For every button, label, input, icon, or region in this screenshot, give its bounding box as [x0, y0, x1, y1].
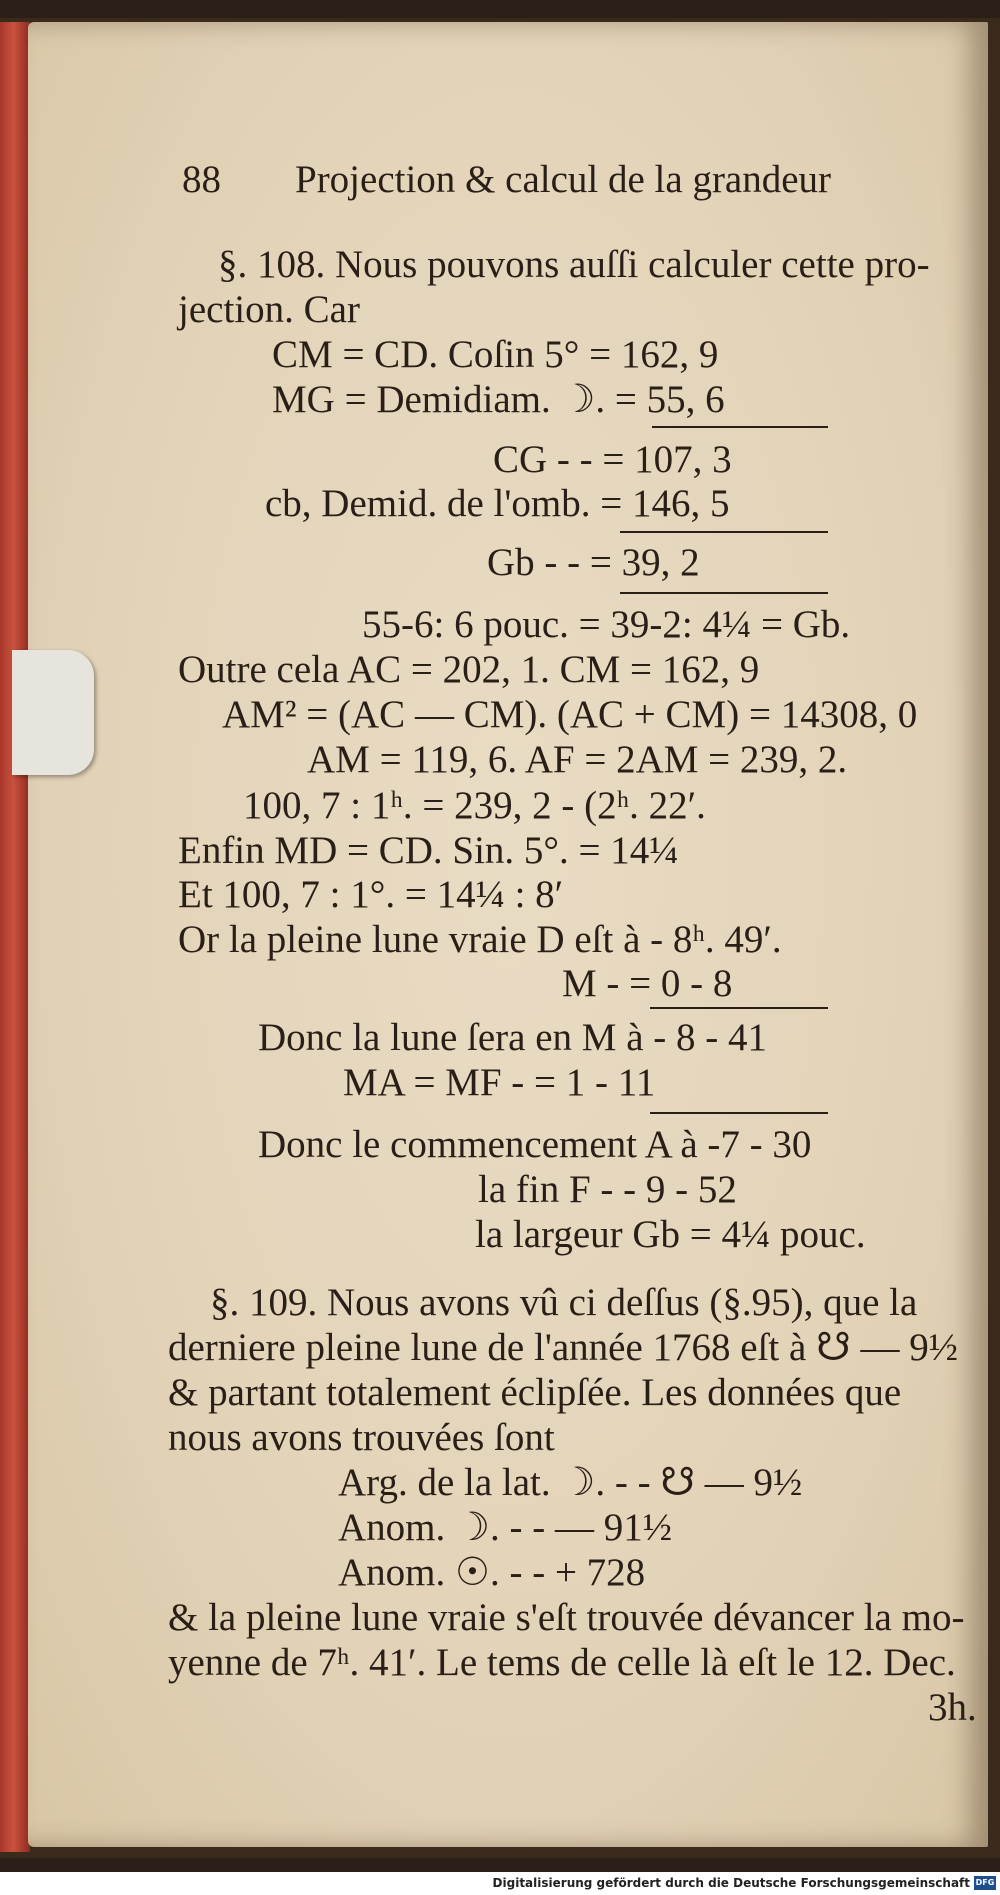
- text-line: & partant totalement éclipſée. Les données que: [168, 1371, 902, 1414]
- text-line: jection. Car: [178, 288, 360, 331]
- sum-rule: [650, 1007, 828, 1009]
- text-line: Enfin MD = CD. Sin. 5°. = 14¼: [178, 829, 679, 872]
- text-line: CM = CD. Coſin 5° = 162, 9: [272, 333, 719, 376]
- text-line: 100, 7 : 1ʰ. = 239, 2 - (2ʰ. 22′.: [243, 784, 706, 827]
- text-line: MG = Demidiam. ☽. = 55, 6: [272, 378, 725, 421]
- text-line: §. 108. Nous pouvons auſſi calculer cette pro-: [218, 243, 930, 286]
- text-line: Anom. ☉. - - + 728: [338, 1551, 646, 1594]
- text-line: §. 109. Nous avons vû ci deſſus (§.95), que la: [210, 1281, 918, 1324]
- text-line: Et 100, 7 : 1°. = 14¼ : 8′: [178, 873, 564, 916]
- sum-rule: [620, 531, 828, 533]
- text-line: la fin F - - 9 - 52: [478, 1168, 737, 1211]
- text-line: yenne de 7ʰ. 41′. Le tems de celle là eſt le 12. Dec.: [168, 1641, 956, 1684]
- text-line: Arg. de la lat. ☽. - - ☋ — 9½: [338, 1461, 803, 1504]
- text-line: M - = 0 - 8: [562, 962, 733, 1005]
- text-line: la largeur Gb = 4¼ pouc.: [475, 1213, 866, 1256]
- running-title: Projection & calcul de la grandeur: [295, 158, 832, 201]
- text-line: Gb - - = 39, 2: [487, 541, 700, 584]
- text-line: nous avons trouvées ſont: [168, 1416, 555, 1459]
- sum-rule: [620, 592, 828, 594]
- text-line: Anom. ☽. - - — 91½: [338, 1506, 672, 1549]
- text-line: 55-6: 6 pouc. = 39-2: 4¼ = Gb.: [362, 603, 851, 646]
- funding-credit: Digitalisierung gefördert durch die Deutsche Forschungsgemeinschaft: [492, 1876, 970, 1890]
- page-tab: [12, 650, 94, 775]
- text-line: Or la pleine lune vraie D eſt à - 8ʰ. 49′.: [178, 918, 782, 961]
- catchword: 3h.: [928, 1686, 977, 1729]
- text-line: derniere pleine lune de l'année 1768 eſt à ☋ — 9½: [168, 1326, 958, 1369]
- text-line: & la pleine lune vraie s'eſt trouvée dévancer la mo-: [168, 1596, 965, 1639]
- text-line: Outre cela AC = 202, 1. CM = 162, 9: [178, 648, 760, 691]
- footer-bar: [0, 1872, 1000, 1895]
- dfg-logo: DFG: [974, 1876, 996, 1890]
- text-line: MA = MF - = 1 - 11: [343, 1061, 656, 1104]
- text-line: CG - - = 107, 3: [493, 438, 732, 481]
- sum-rule: [652, 426, 828, 428]
- sum-rule: [650, 1112, 828, 1114]
- text-line: AM² = (AC — CM). (AC + CM) = 14308, 0: [222, 693, 918, 736]
- page-number: 88: [182, 158, 221, 201]
- book-edge: [0, 22, 30, 1852]
- text-line: AM = 119, 6. AF = 2AM = 239, 2.: [307, 738, 848, 781]
- text-line: cb, Demid. de l'omb. = 146, 5: [265, 482, 730, 525]
- text-line: Donc la lune ſera en M à - 8 - 41: [258, 1016, 767, 1059]
- text-line: Donc le commencement A à -7 - 30: [258, 1123, 812, 1166]
